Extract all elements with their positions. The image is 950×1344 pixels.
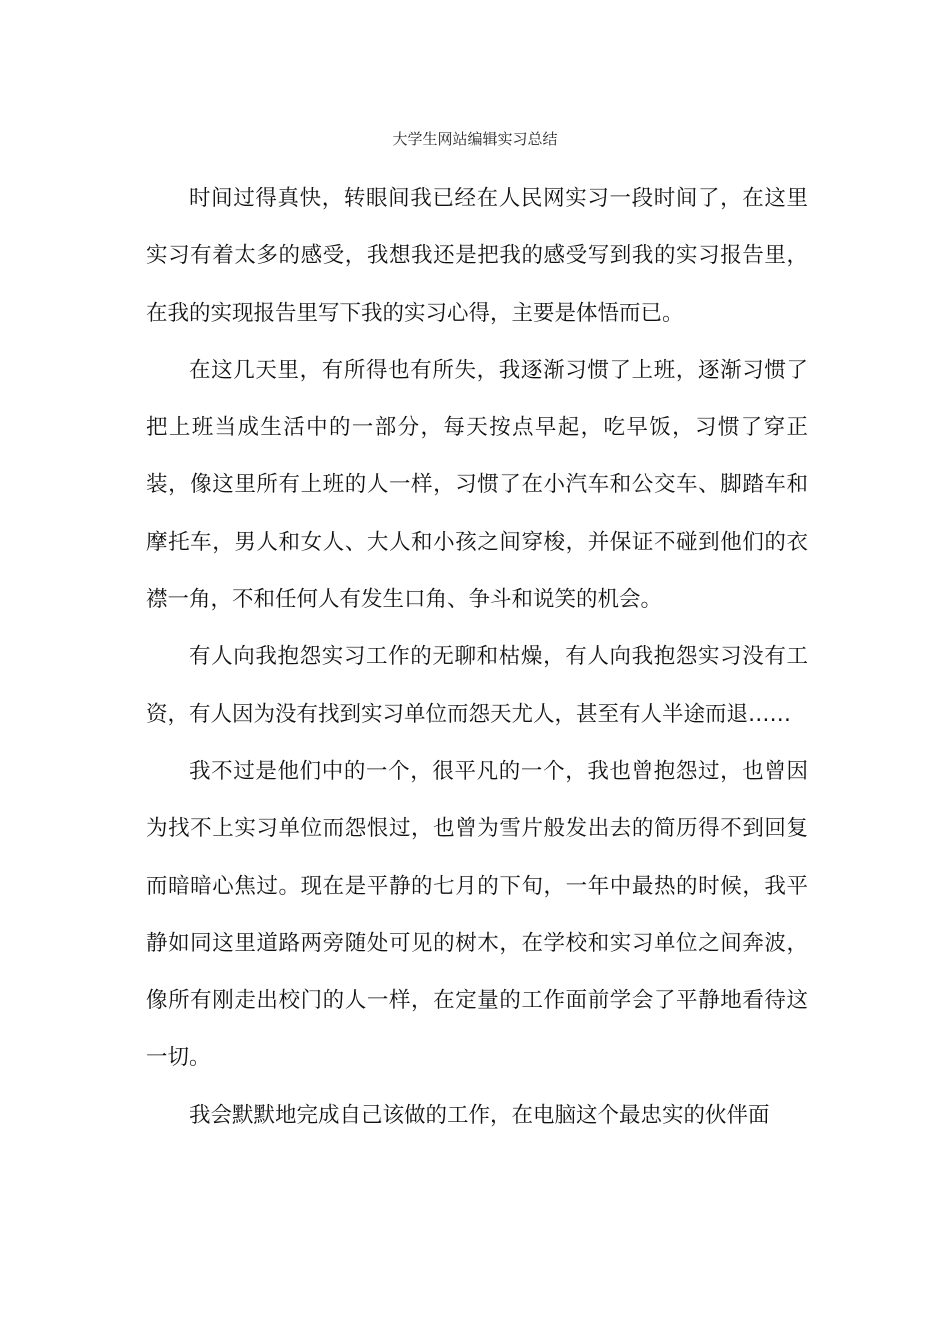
paragraph: 我不过是他们中的一个，很平凡的一个，我也曾抱怨过，也曾因为找不上实习单位而怨恨过，也曾为雪片般发出去的简历得不到回复而暗暗心焦过。现在是平静的七月的下旬，一年中最热的时候，我平静如同这里道路两旁随处可见的树木，在学校和实习单位之间奔波，像所有刚走出校门的人一样，在定量的工作面前学会了平静地看待这一切。 [146,758,808,1071]
document-body [146,170,808,1144]
paragraph: 在这几天里，有所得也有所失，我逐渐习惯了上班，逐渐习惯了把上班当成生活中的一部分，每天按点早起，吃早饭，习惯了穿正装，像这里所有上班的人一样，习惯了在小汽车和公交车、脚踏车和摩托车，男人和女人、大人和小孩之间穿梭，并保证不碰到他们的衣襟一角，不和任何人有发生口角、争斗和说笑的机会。 [146,357,808,613]
paragraph: 时间过得真快，转眼间我已经在人民网实习一段时间了，在这里实习有着太多的感受，我想我还是把我的感受写到我的实习报告里，在我的实现报告里写下我的实习心得，主要是体悟而已。 [146,186,808,326]
document-title: 大学生网站编辑实习总结 [392,130,558,148]
paragraph: 有人向我抱怨实习工作的无聊和枯燥，有人向我抱怨实习没有工资，有人因为没有找到实习单位而怨天尤人，甚至有人半途而退…… [146,644,808,727]
paragraph: 我会默默地完成自己该做的工作，在电脑这个最忠实的伙伴面 [189,1102,770,1128]
